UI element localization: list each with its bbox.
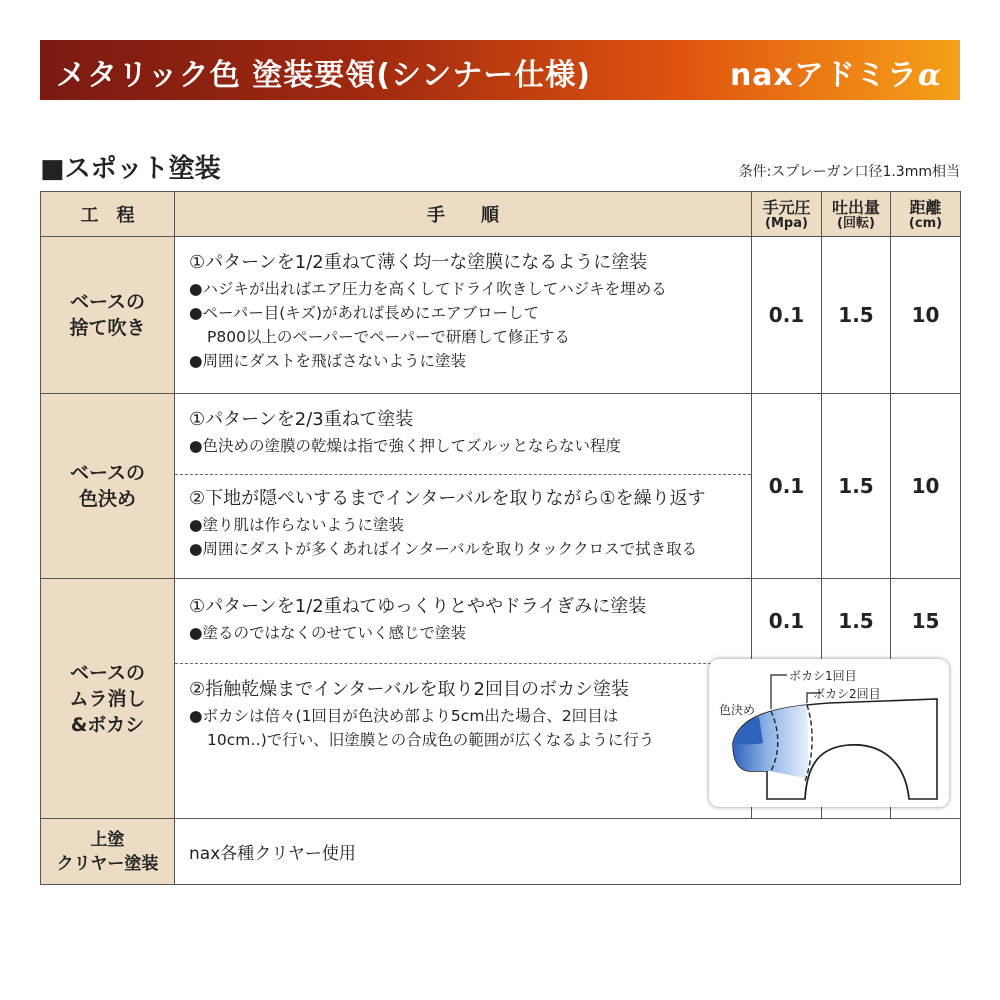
header-pressure-unit: (Mpa) [765, 215, 808, 231]
brand-logo-text: naxアドミラ [729, 58, 918, 93]
step-name-line: ムラ消し [69, 687, 146, 710]
pressure-value: 0.1 [752, 237, 822, 394]
brand-logo [730, 50, 942, 94]
step-name [41, 237, 175, 394]
header-distance [891, 192, 961, 237]
discharge-value: 1.5 [822, 237, 891, 394]
banner-title: メタリック色 塗装要領(シンナー仕様) [56, 58, 591, 93]
table-row [41, 819, 961, 885]
header-pressure [752, 192, 822, 237]
step-name-line: &ボカシ [70, 713, 145, 736]
table-row [41, 237, 961, 394]
header-discharge-unit: (回転) [837, 215, 875, 231]
discharge-value: 1.5 [822, 394, 891, 579]
step-name-line: ベースの [69, 661, 146, 684]
procedure-note: ●ハジキが出ればエア圧力を高くしてドライ吹きしてハジキを埋める [189, 280, 667, 298]
procedure-note: 10cm‥)で行い、旧塗膜との合成色の範囲が広くなるように行う [207, 731, 655, 749]
procedure-main: ②下地が隠ぺいするまでインターバルを取りながら①を繰り返す [189, 488, 706, 509]
procedure-cell [175, 579, 752, 819]
pressure-value: 0.1 [752, 394, 822, 579]
procedure-cell [175, 394, 752, 579]
step-name [41, 579, 175, 819]
distance-value: 10 [891, 394, 961, 579]
pressure-value: 0.1 [768, 609, 805, 633]
label-bokashi-2: ボカシ2回目 [813, 687, 881, 701]
brand-logo-alpha: α [917, 58, 942, 93]
header-distance-unit: (cm) [908, 215, 943, 231]
header-discharge [822, 192, 891, 237]
header-procedure: 手 順 [175, 192, 752, 237]
header-banner [40, 40, 960, 100]
table-header-row [41, 192, 961, 237]
step-name-line: クリヤー塗装 [56, 853, 159, 874]
procedure-note: ●塗るのではなくのせていく感じで塗装 [189, 624, 467, 642]
step-name-line: ベースの [69, 291, 146, 313]
procedure-note: ●周囲にダストが多くあればインターバルを取りタッククロスで拭き取る [189, 540, 698, 558]
procedure-main: ②指触乾燥までインターバルを取り2回目のボカシ塗装 [189, 679, 629, 700]
step-name-line: ベースの [69, 462, 146, 484]
distance-value: 10 [891, 237, 961, 394]
procedure-note: ●周囲にダストを飛ばさないように塗装 [189, 352, 467, 370]
step-name [41, 819, 175, 885]
step-name [41, 394, 175, 579]
step-name-line: 捨て吹き [69, 317, 146, 339]
procedure-main: ①パターンを2/3重ねて塗装 [189, 409, 414, 430]
procedure-note: ●塗り肌は作らないように塗装 [189, 516, 405, 534]
bokashi-diagram [709, 659, 949, 807]
section-title: ■スポット塗装 [40, 154, 221, 184]
distance-value: 15 [911, 609, 940, 633]
label-color-decide: 色決め [719, 703, 756, 717]
label-bokashi-1: ボカシ1回目 [789, 669, 857, 683]
discharge-value: 1.5 [838, 609, 874, 633]
header-discharge-label: 吐出量 [831, 197, 880, 217]
clear-coat-text: nax各種クリヤー使用 [175, 819, 961, 885]
procedure-note: P800以上のペーパーでペーパーで研磨して修正する [207, 328, 570, 346]
header-distance-label: 距離 [909, 197, 942, 217]
table-row [41, 394, 961, 579]
procedure-note: ●ボカシは倍々(1回目が色決め部より5cm出た場合、2回目は [189, 707, 619, 725]
procedure-note: ●ペーパー目(キズ)があれば長めにエアブローして [189, 304, 540, 322]
header-process: 工 程 [41, 192, 175, 237]
step-name-line: 上塗 [90, 829, 125, 850]
header-pressure-label: 手元圧 [762, 197, 811, 217]
procedure-main: ①パターンを1/2重ねて薄く均一な塗膜になるように塗装 [189, 252, 648, 273]
step-name-line: 色決め [78, 488, 136, 510]
procedure-main: ①パターンを1/2重ねてゆっくりとややドライぎみに塗装 [189, 596, 647, 617]
procedure-note: ●色決めの塗膜の乾燥は指で強く押してズルッとならない程度 [189, 437, 622, 455]
leader-line-1 [771, 675, 787, 709]
spray-condition: 条件:スプレーガン口径1.3mm相当 [738, 164, 960, 180]
procedure-cell [175, 237, 752, 394]
